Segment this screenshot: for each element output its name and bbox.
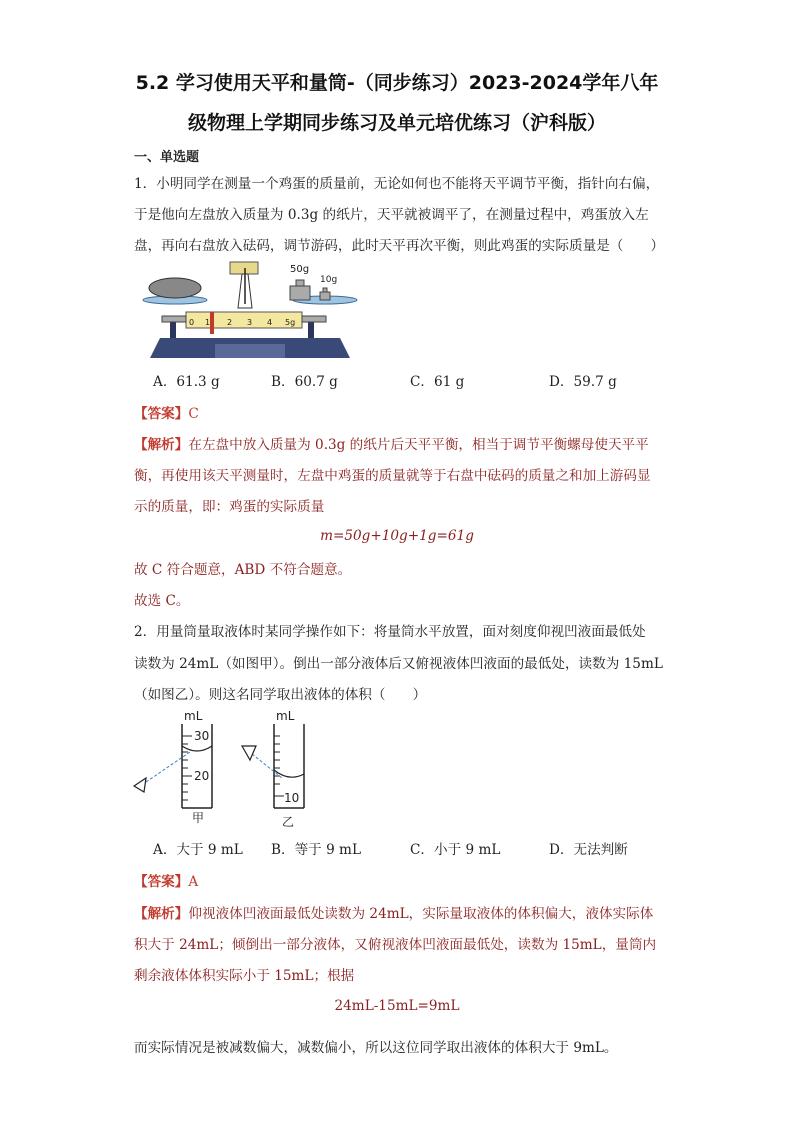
q1-answer: C (188, 406, 199, 422)
scale-tick-1: 1 (205, 318, 211, 327)
label-jia: 甲 (192, 811, 205, 825)
q2-option-c: C．小于 9 mL (410, 842, 501, 858)
q1-analysis-tag: 【解析】 (134, 437, 189, 453)
q1-conclusion: 故 C 符合题意，ABD 不符合题意。 (134, 562, 352, 578)
egg-shape (149, 278, 201, 298)
weight-label-10g: 10g (320, 275, 338, 285)
q1-option-a: A．61.3 g (153, 374, 220, 390)
q2-option-d: D．无法判断 (549, 842, 628, 858)
tick-10: 10 (284, 791, 300, 805)
q1-option-c: C．61 g (410, 374, 465, 390)
eye-right (242, 746, 256, 760)
scale-tick-3: 3 (247, 318, 253, 327)
q2-option-b: B．等于 9 mL (271, 842, 361, 858)
q1-analysis-line2: 衡，再使用该天平测量时，左盘中鸡蛋的质量就等于右盘中砝码的质量之和加上游码显 (134, 468, 651, 484)
q1-formula: m=50g+10g+1g=61g (320, 528, 474, 544)
scale-tick-0: 0 (189, 318, 195, 327)
q1-answer-tag: 【答案】 (134, 406, 189, 422)
q1-choose: 故选 C。 (134, 593, 190, 609)
section-heading: 一、单选题 (134, 150, 200, 165)
cylinder-figure (130, 706, 330, 830)
q2-answer-line (134, 870, 198, 890)
q1-text-line1: 1．小明同学在测量一个鸡蛋的质量前，无论如何也不能将天平调节平衡，指针向右偏， (134, 176, 660, 192)
q1-option-b: B．60.7 g (271, 374, 338, 390)
tick-30: 30 (194, 729, 210, 743)
eye-left (134, 778, 146, 792)
q2-analysis-line3: 剩余液体体积实际小于 15mL；根据 (134, 968, 355, 984)
q2-formula: 24mL-15mL=9mL (334, 998, 460, 1014)
rider (210, 312, 214, 334)
q1-option-d: D．59.7 g (549, 374, 617, 390)
q2-text-line2: 读数为 24mL（如图甲）。倒出一部分液体后又俯视液体凹液面的最低处，读数为 15mL (134, 656, 663, 672)
q1-analysis-line1: 【解析】在左盘中放入质量为 0.3g 的纸片后天平平衡，相当于调节平衡螺母使天平平 (134, 437, 649, 453)
q1-answer-line (134, 402, 199, 422)
q2-answer-tag: 【答案】 (134, 874, 189, 890)
scale-tick-5: 5g (285, 318, 296, 327)
document-title-line2: 级物理上学期同步练习及单元培优练习（沪科版） (187, 112, 606, 134)
label-yi: 乙 (282, 815, 295, 829)
unit-left: mL (184, 709, 203, 723)
weight-label-50g: 50g (290, 264, 310, 275)
q2-conclusion: 而实际情况是被减数偏大，减数偏小，所以这位同学取出液体的体积大于 9mL。 (134, 1040, 618, 1056)
q2-option-a: A．大于 9 mL (153, 842, 243, 858)
q2-text-line3: （如图乙）。则这名同学取出液体的体积（ ） (134, 687, 427, 703)
q2-text-line1: 2．用量筒量取液体时某同学操作如下：将量筒水平放置，面对刻度仰视凹液面最低处 (134, 624, 646, 640)
q2-answer: A (188, 874, 199, 890)
q2-analysis-line1: 【解析】仰视液体凹液面最低处读数为 24mL，实际量取液体的体积偏大，液体实际体 (134, 906, 654, 922)
q1-analysis-line3: 示的质量，即：鸡蛋的实际质量 (134, 499, 325, 515)
q2-analysis-tag: 【解析】 (134, 906, 189, 922)
q2-analysis-line2: 积大于 24mL；倾倒出一部分液体，又俯视液体凹液面最低处，读数为 15mL，量筒内 (134, 937, 657, 953)
tick-20: 20 (194, 769, 210, 783)
q1-text-line2: 于是他向左盘放入质量为 0.3g 的纸片，天平就被调平了，在测量过程中，鸡蛋放入左 (134, 207, 649, 223)
document-title-line1: 5.2 学习使用天平和量筒-（同步练习）2023-2024学年八年 (135, 72, 659, 94)
q1-text-line3: 盘，再向右盘放入砝码，调节游码，此时天平再次平衡，则此鸡蛋的实际质量是（ ） (134, 238, 665, 254)
scale-tick-2: 2 (227, 318, 233, 327)
scale-tick-4: 4 (267, 318, 273, 327)
balance-figure (130, 258, 370, 362)
unit-right: mL (276, 709, 295, 723)
